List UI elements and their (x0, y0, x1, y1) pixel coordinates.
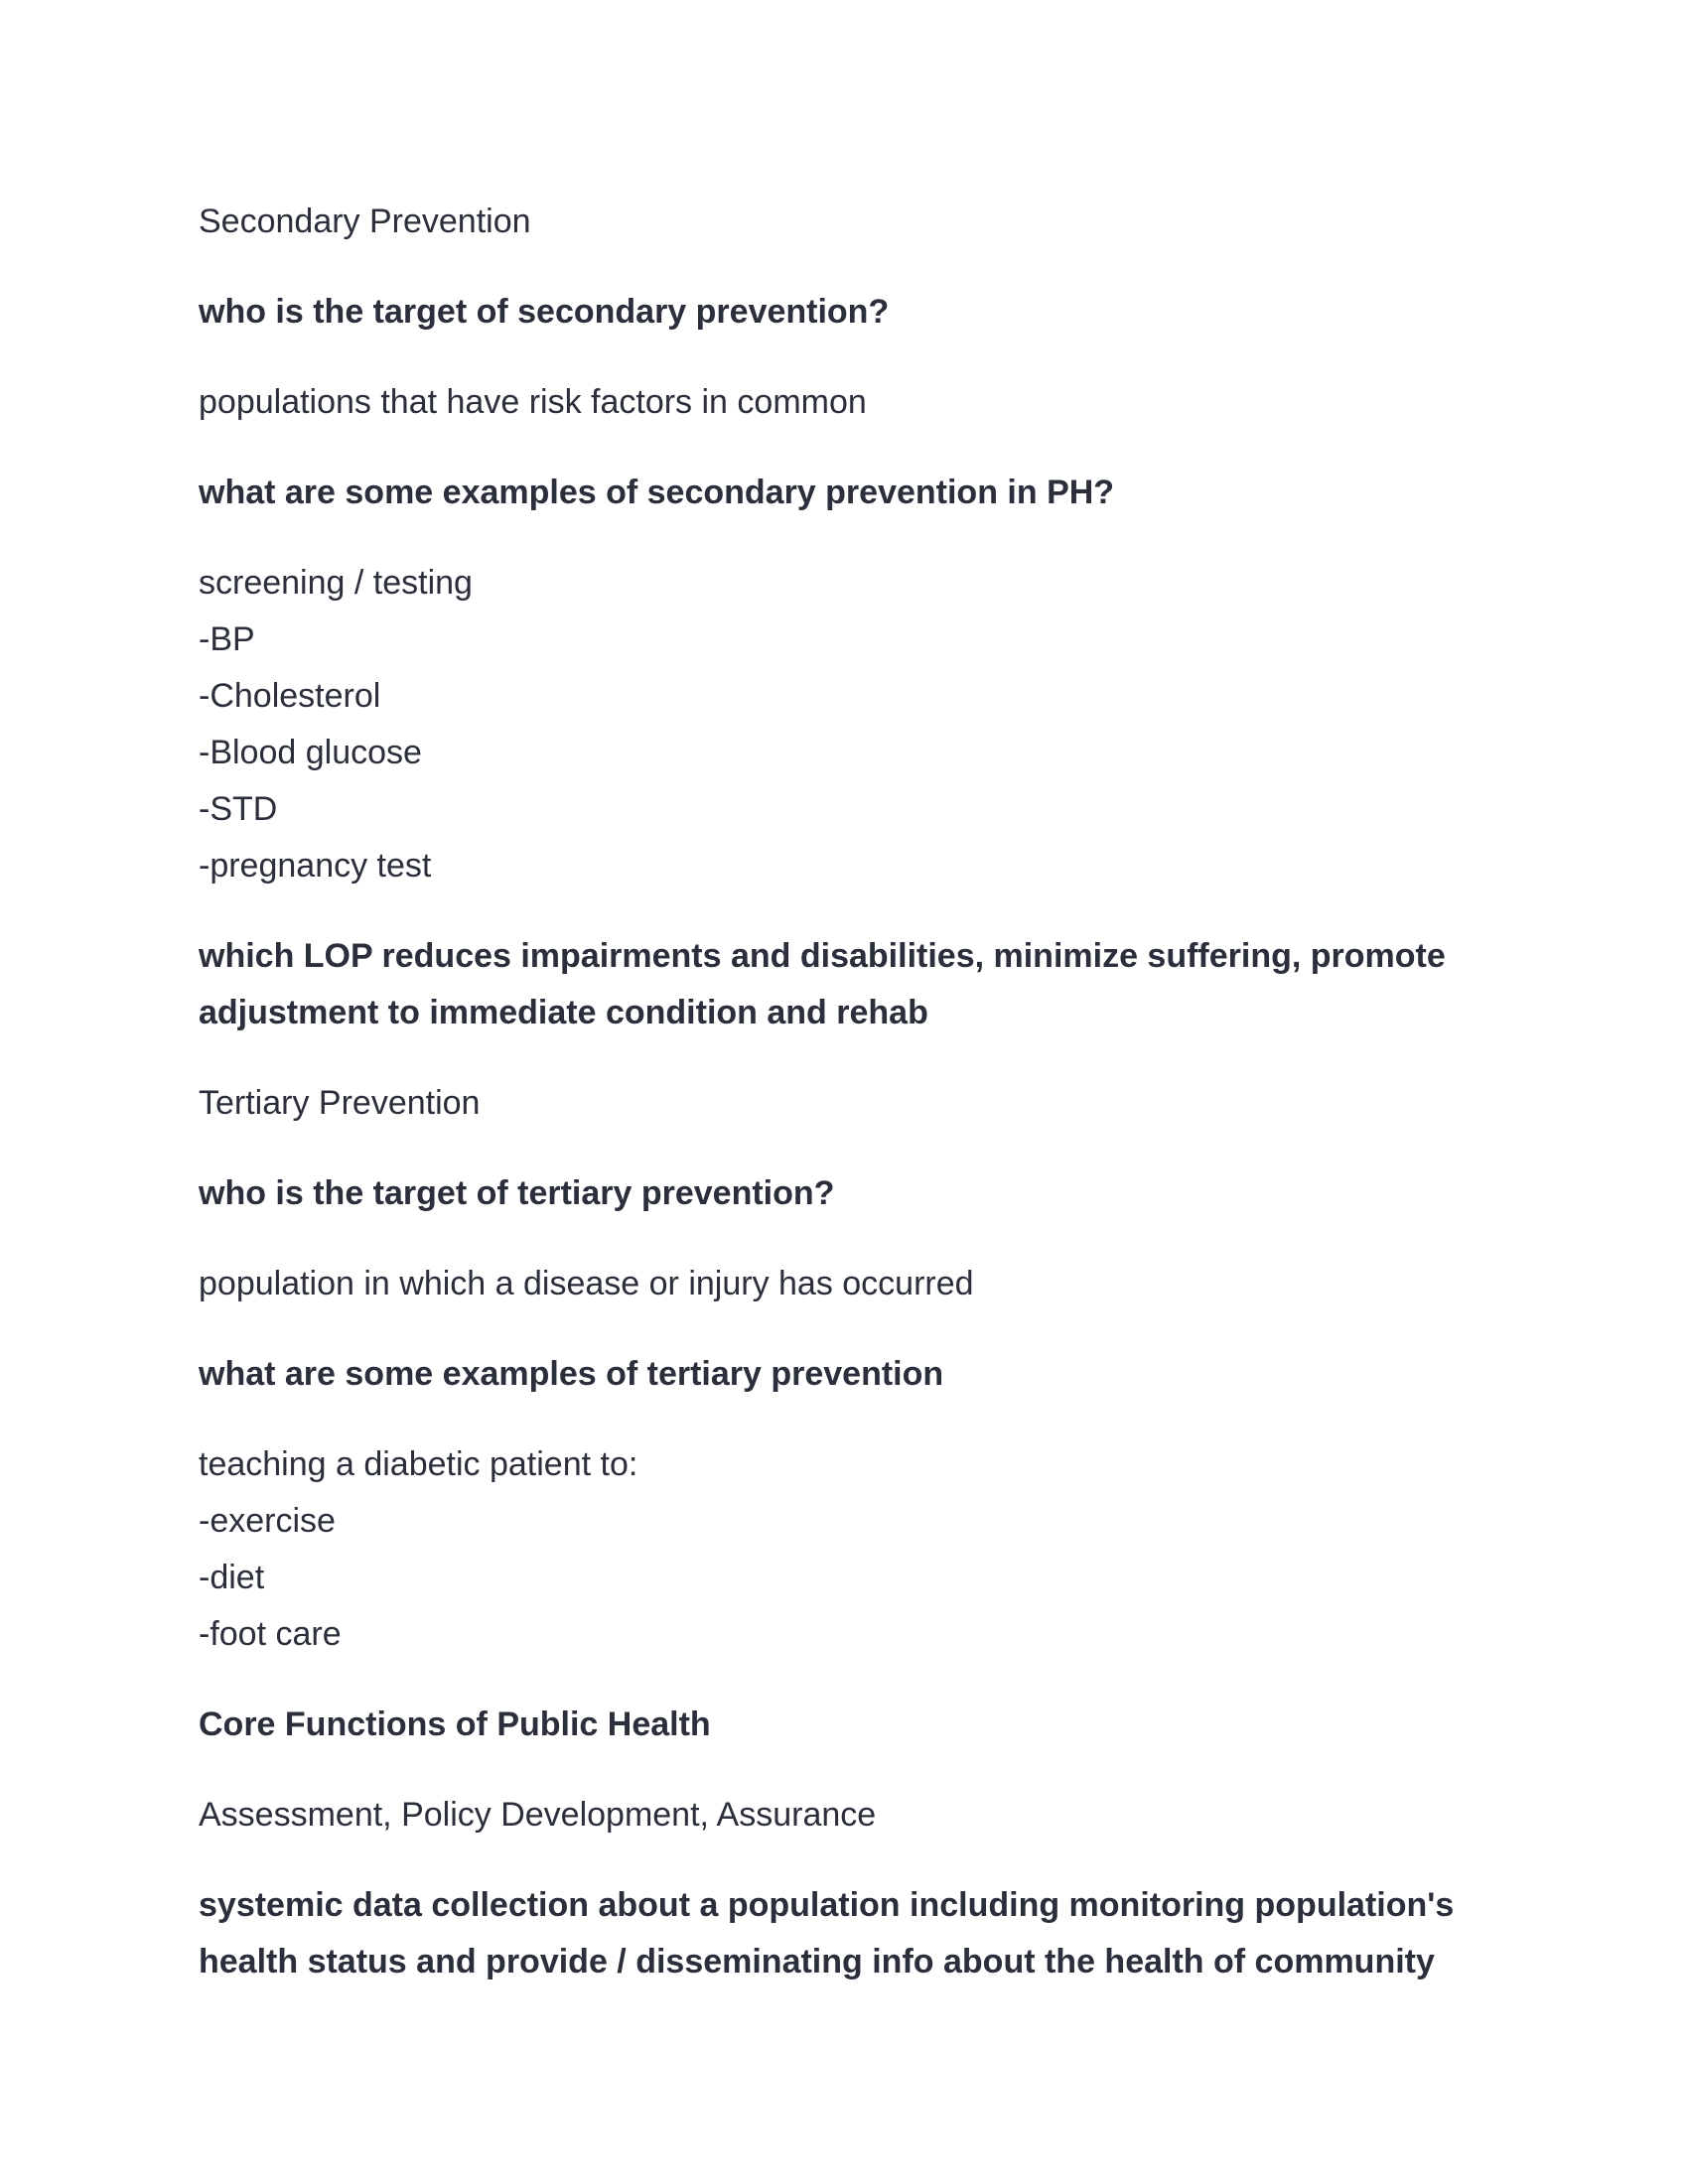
list-item: -pregnancy test (199, 847, 432, 885)
answer-tertiary-prevention: Tertiary Prevention (199, 1084, 481, 1122)
list-item: -Cholesterol (199, 677, 381, 715)
answer-examples-secondary-intro: screening / testing (199, 564, 473, 602)
question-target-tertiary: who is the target of tertiary prevention? (199, 1174, 835, 1212)
question-examples-tertiary: what are some examples of tertiary prevention (199, 1355, 944, 1393)
question-assessment-line-2: health status and provide / disseminating info about the health of community (199, 1943, 1435, 1980)
list-item: -Blood glucose (199, 734, 422, 771)
answer-target-secondary: populations that have risk factors in common (199, 383, 867, 421)
question-examples-secondary: what are some examples of secondary prevention in PH? (199, 474, 1115, 511)
list-item: -exercise (199, 1502, 336, 1540)
section-title-secondary-prevention: Secondary Prevention (199, 203, 531, 240)
question-lop-line-1: which LOP reduces impairments and disabilities, minimize suffering, promote (199, 937, 1446, 975)
question-core-functions: Core Functions of Public Health (199, 1706, 711, 1743)
question-lop-line-2: adjustment to immediate condition and rehab (199, 994, 928, 1031)
answer-core-functions: Assessment, Policy Development, Assurance (199, 1796, 877, 1834)
list-item: -STD (199, 790, 278, 828)
list-item: -diet (199, 1559, 265, 1596)
question-target-secondary: who is the target of secondary prevention? (199, 293, 890, 331)
document-page (199, 194, 1489, 1990)
answer-target-tertiary: population in which a disease or injury has occurred (199, 1265, 974, 1302)
list-item: -foot care (199, 1615, 342, 1653)
question-assessment-line-1: systemic data collection about a population including monitoring population's (199, 1886, 1455, 1924)
answer-examples-tertiary-intro: teaching a diabetic patient to: (199, 1445, 638, 1483)
list-item: -BP (199, 620, 255, 658)
